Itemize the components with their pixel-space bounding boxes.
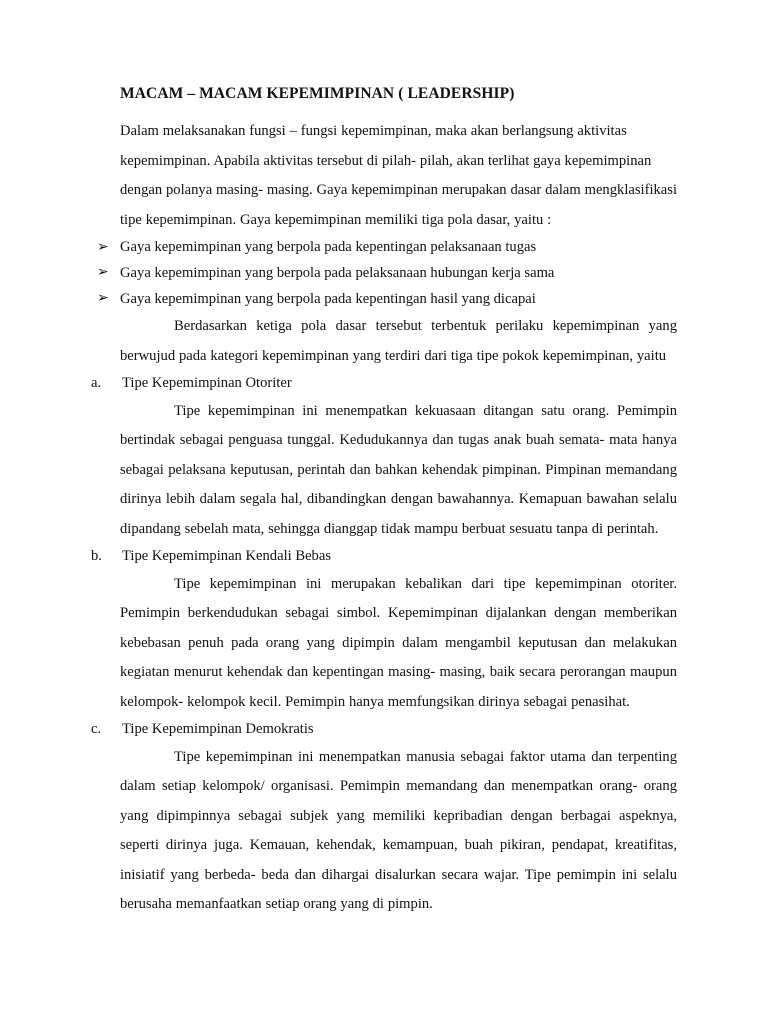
section-heading-c (91, 717, 677, 743)
section-marker-a: a. (91, 375, 102, 392)
list-item (97, 287, 677, 313)
section-title-a: Tipe Kepemimpinan Otoriter (122, 375, 292, 392)
arrow-bullet-icon: ➢ (97, 238, 109, 255)
section-title-b: Tipe Kepemimpinan Kendali Bebas (122, 548, 332, 565)
list-item (97, 235, 677, 261)
document-body (91, 84, 678, 920)
intro-paragraph: Dalam melaksanakan fungsi – fungsi kepemimpinan, maka akan berlangsung aktivitas kepemimpinan. Apabila aktivitas tersebut di pilah- pilah, akan terlihat gaya kepemimpinan dengan polanya masing- masing. Gaya kepemimpinan merupakan dasar dalam mengklasifikasi tipe kepemimpinan. Gaya kepemimpinan memiliki tiga pola dasar, yaitu : (120, 123, 678, 228)
list-item-label: Gaya kepemimpinan yang berpola pada kepentingan pelaksanaan tugas (120, 239, 537, 256)
section-marker-b: b. (91, 548, 102, 565)
section-heading-a (91, 371, 677, 397)
page-title: MACAM – MACAM KEPEMIMPINAN ( LEADERSHIP) (120, 85, 515, 102)
section-body-c: Tipe kepemimpinan ini menempatkan manusia sebagai faktor utama dan terpenting dalam setiap kelompok/ organisasi. Pemimpin memandang dan menempatkan orang- orang yang dipimpinnya sebagai subjek yang memiliki kepribadian dengan berbagai aspeknya, seperti dirinya juga. Kemauan, kehendak, kemampuan, buah pikiran, pendapat, kreatifitas, inisiatif yang berbeda- beda dan dihargai disalurkan secara wajar. Tipe pemimpin ini selalu berusaha memanfaatkan setiap orang yang di pimpin. (120, 748, 677, 913)
section-title-c: Tipe Kepemimpinan Demokratis (122, 721, 314, 738)
list-item-label: Gaya kepemimpinan yang berpola pada pelaksanaan hubungan kerja sama (120, 264, 555, 281)
arrow-bullet-icon: ➢ (97, 290, 109, 307)
section-body-a: Tipe kepemimpinan ini menempatkan kekuasaan ditangan satu orang. Pemimpin bertindak sebagai penguasa tunggal. Kedudukannya dan tugas anak buah semata- mata hanya sebagai pelaksana keputusan, perintah dan bahkan kehendak pimpinan. Pimpinan memandang dirinya lebih dalam segala hal, dibandingkan dengan bawahannya. Kemapuan bawahan selalu dipandang sebelah mata, sehingga dianggap tidak mampu berbuat sesuatu tanpa di perintah. (120, 402, 677, 537)
list-item-label: Gaya kepemimpinan yang berpola pada kepentingan hasil yang dicapai (120, 290, 536, 307)
bridge-paragraph: Berdasarkan ketiga pola dasar tersebut terbentuk perilaku kepemimpinan yang berwujud pada kategori kepemimpinan yang terdiri dari tiga tipe pokok kepemimpinan, yaitu (120, 318, 677, 364)
section-heading-b (91, 544, 677, 570)
arrow-bullet-icon: ➢ (97, 264, 109, 281)
section-body-b: Tipe kepemimpinan ini merupakan kebalikan dari tipe kepemimpinan otoriter. Pemimpin berkendudukan sebagai simbol. Kepemimpinan dijalankan dengan memberikan kebebasan penuh pada orang yang dipimpin dalam mengambil keputusan dan melakukan kegiatan menurut kehendak dan kepentingan masing- masing, baik secara perorangan maupun kelompok- kelompok kecil. Pemimpin hanya memfungsikan dirinya sebagai penasihat. (120, 575, 677, 710)
leadership-pattern-list (97, 235, 677, 312)
section-marker-c: c. (91, 721, 102, 738)
list-item (97, 261, 677, 287)
